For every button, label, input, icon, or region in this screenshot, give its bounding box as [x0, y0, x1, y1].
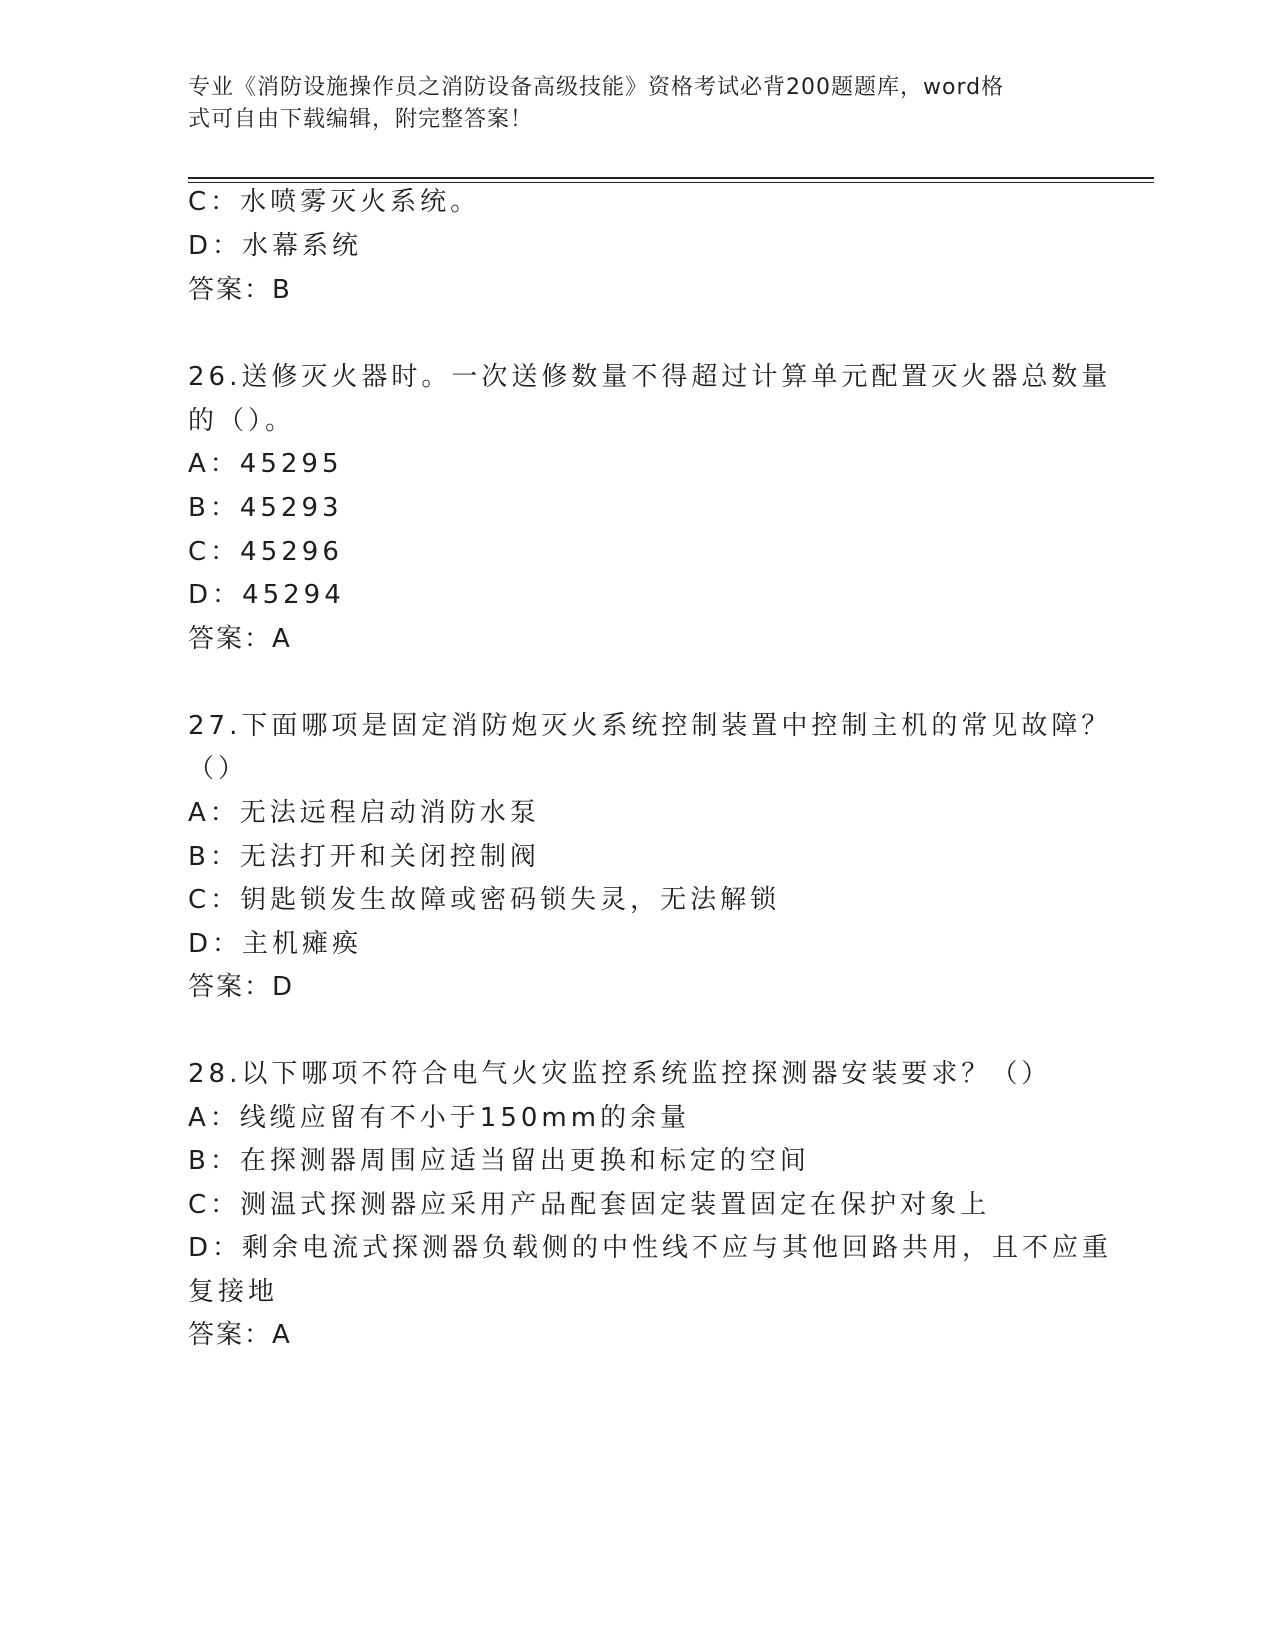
- q28-answer: 答案：A: [188, 1320, 292, 1350]
- q25-option-c: C：水喷雾灭火系统。: [188, 187, 481, 217]
- q26-answer: 答案：A: [188, 624, 292, 654]
- q28-option-b: B：在探测器周围应适当留出更换和标定的空间: [188, 1146, 810, 1176]
- header-line-1: 专业《消防设施操作员之消防设备高级技能》资格考试必背200题题库，word格: [188, 75, 1005, 100]
- q28-option-c: C：测温式探测器应采用产品配套固定装置固定在保护对象上: [188, 1190, 991, 1220]
- q26-stem-line-1: 26.送修灭火器时。一次送修数量不得超过计算单元配置灭火器总数量: [188, 362, 1112, 392]
- q26-option-d: D：45294: [188, 580, 345, 610]
- q26-stem-line-2: 的（）。: [188, 406, 296, 436]
- page-header: [188, 72, 1088, 136]
- header-divider-thin: [188, 182, 1154, 183]
- q26-option-a: A：45295: [188, 449, 343, 479]
- q25-option-d: D：水幕系统: [188, 231, 363, 261]
- q25-answer: 答案：B: [188, 275, 292, 305]
- q27-option-c: C：钥匙锁发生故障或密码锁失灵，无法解锁: [188, 885, 781, 915]
- header-divider-thick: [188, 177, 1154, 179]
- q27-answer: 答案：D: [188, 972, 295, 1002]
- q27-option-a: A：无法远程启动消防水泵: [188, 798, 540, 828]
- q26-option-c: C：45296: [188, 537, 343, 567]
- q28-option-a: A：线缆应留有不小于150mm的余量: [188, 1103, 691, 1133]
- q28-option-d-line-1: D：剩余电流式探测器负载侧的中性线不应与其他回路共用，且不应重: [188, 1233, 1113, 1263]
- q27-stem-line-2: （）: [188, 754, 249, 784]
- q28-option-d-line-2: 复接地: [188, 1277, 279, 1307]
- q27-option-b: B：无法打开和关闭控制阀: [188, 842, 540, 872]
- q26-option-b: B：45293: [188, 493, 343, 523]
- q27-option-d: D：主机瘫痪: [188, 929, 363, 959]
- header-line-2: 式可自由下载编辑，附完整答案！: [188, 107, 534, 132]
- q28-stem-line-1: 28.以下哪项不符合电气火灾监控系统监控探测器安装要求？（）: [188, 1059, 1052, 1089]
- q27-stem-line-1: 27.下面哪项是固定消防炮灭火系统控制装置中控制主机的常见故障？: [188, 711, 1112, 741]
